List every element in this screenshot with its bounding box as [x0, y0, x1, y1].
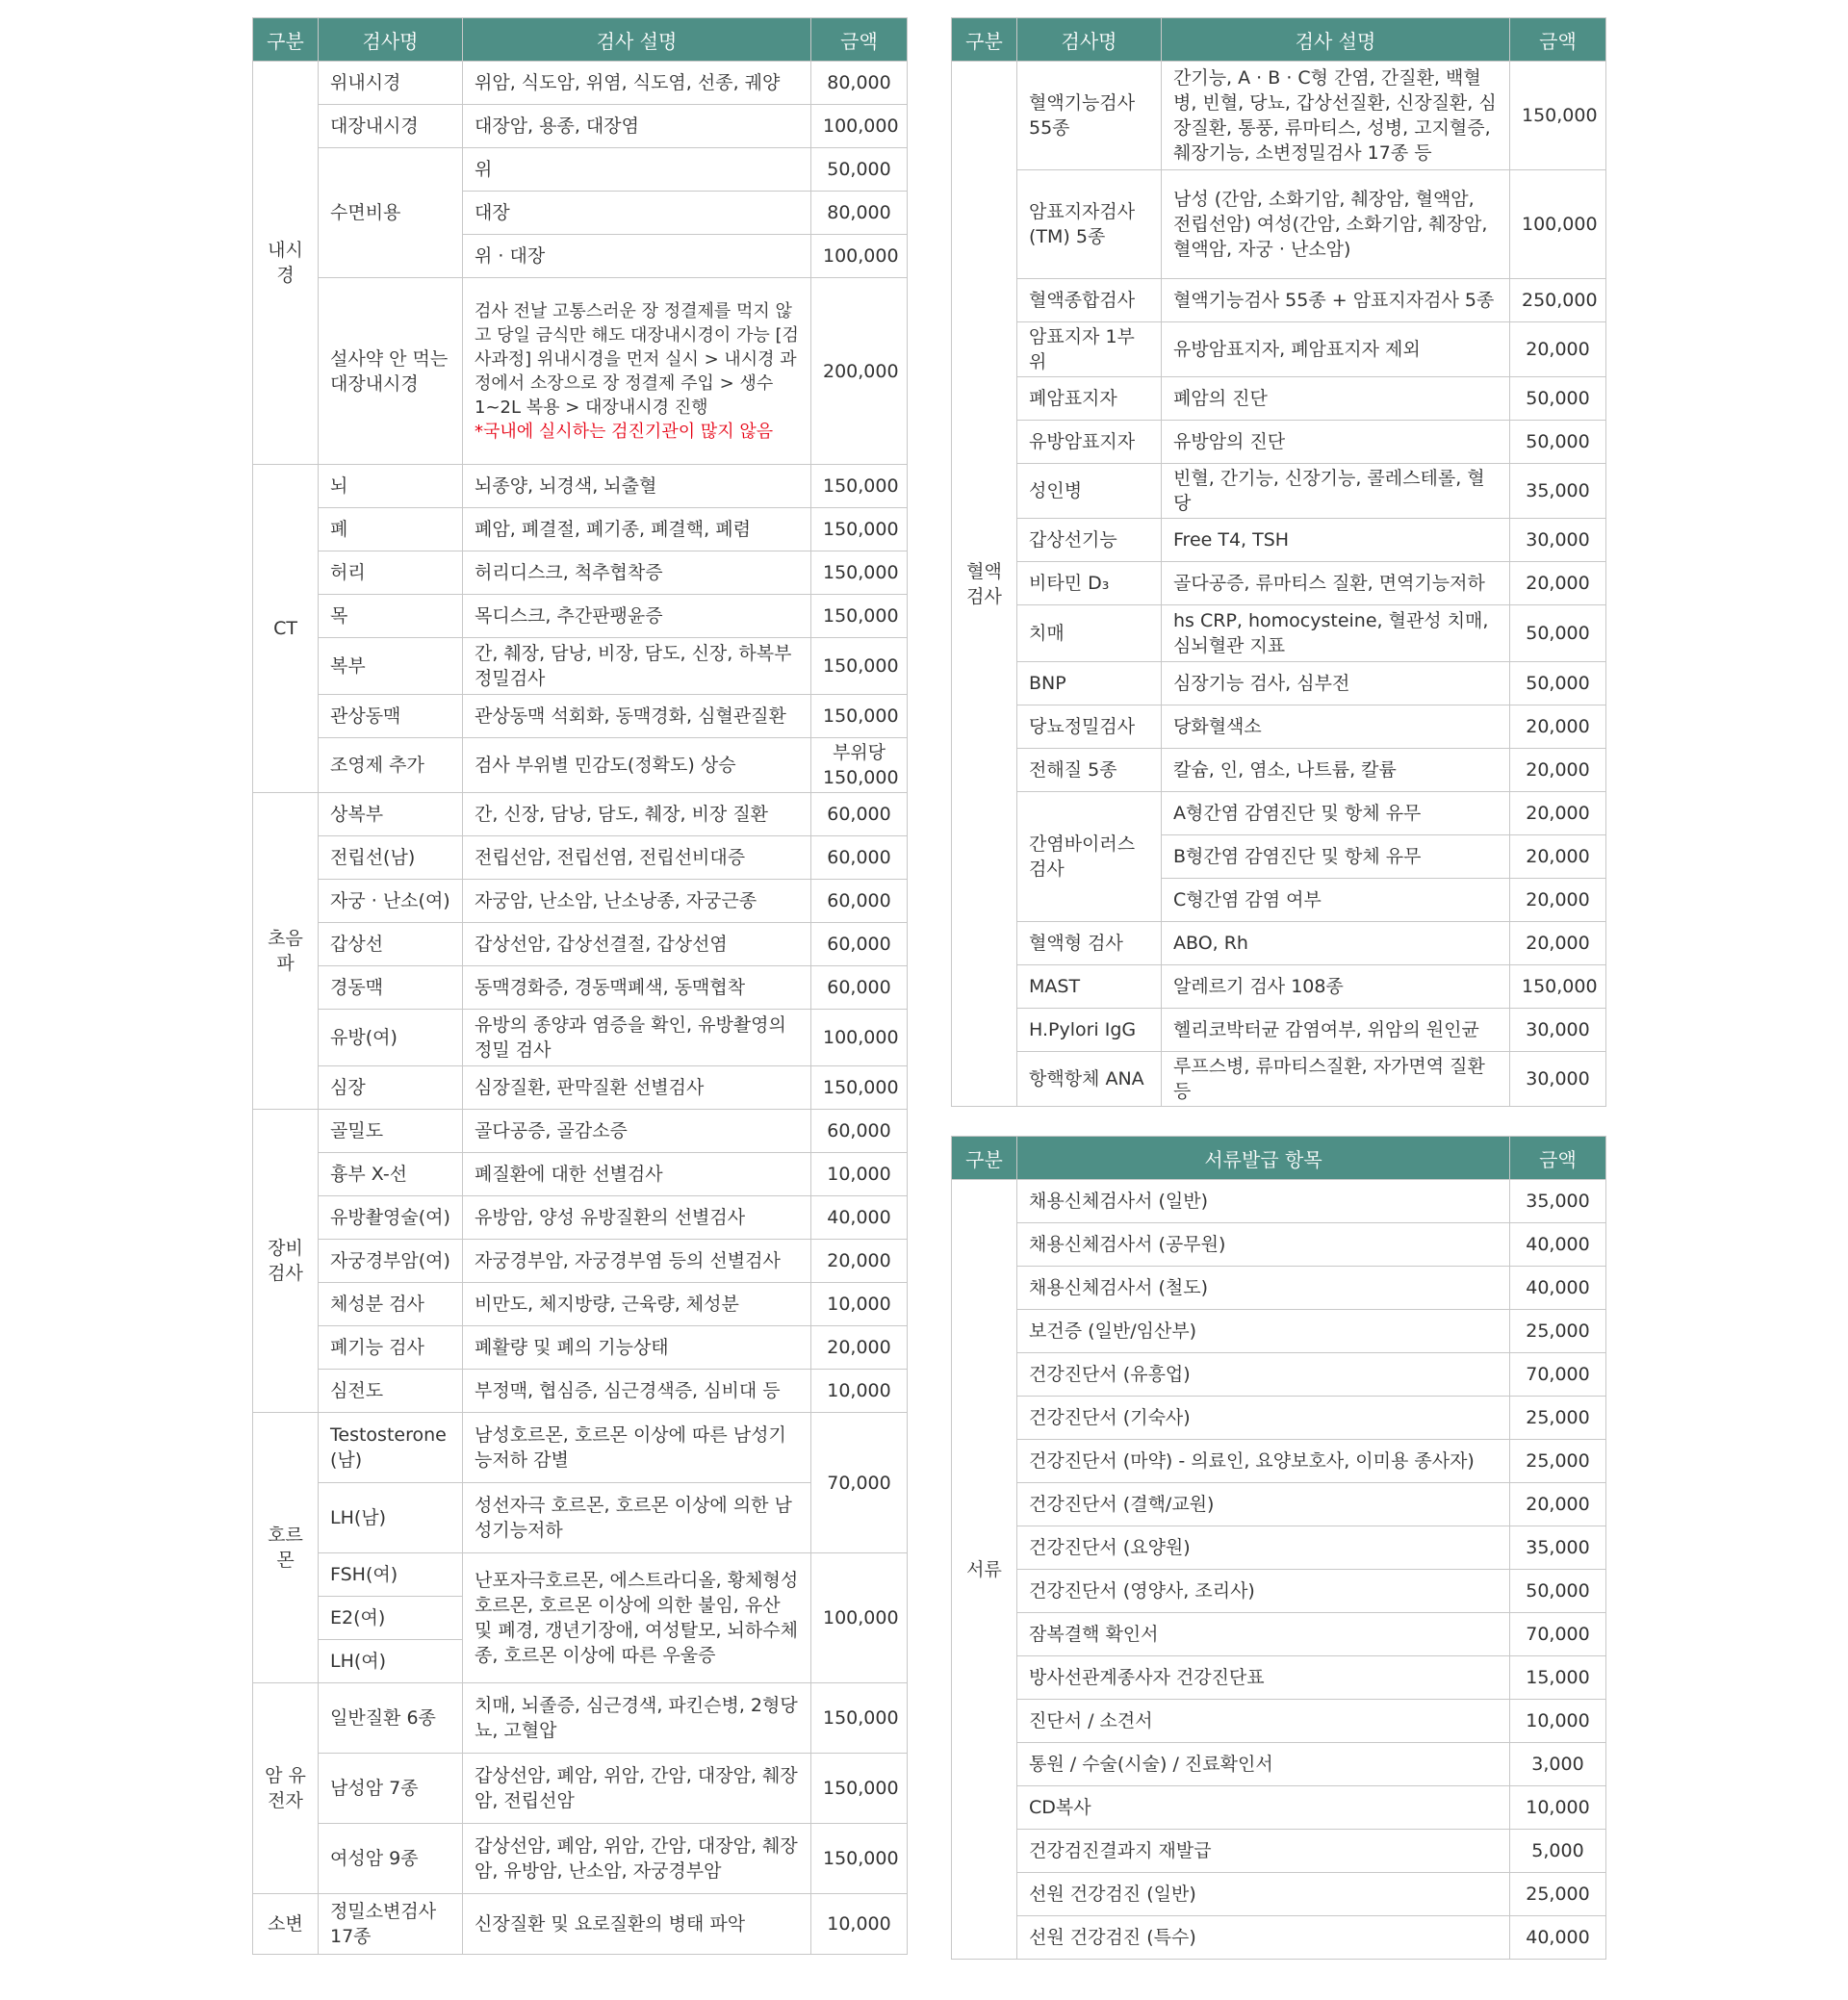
table-row: [952, 1873, 1606, 1916]
table-row: [952, 377, 1606, 421]
table-row: [253, 836, 908, 880]
exam-note: *국내에 실시하는 검진기관이 많지 않음: [475, 421, 774, 442]
exam-desc: 뇌종양, 뇌경색, 뇌출혈: [463, 465, 811, 508]
exam-name: LH(남): [319, 1483, 463, 1553]
exam-desc: 난포자극호르몬, 에스트라디올, 황체형성호르몬, 호르몬 이상에 의한 불임, 유산 및 폐경, 갱년기장애, 여성탈모, 뇌하수체종, 호르몬 이상에 따른 우울증: [463, 1553, 811, 1683]
exam-price: 50,000: [1510, 605, 1606, 662]
table-row: [952, 1397, 1606, 1440]
document-name: 건강진단서 (마약) - 의료인, 요양보호사, 이미용 종사자): [1017, 1440, 1510, 1483]
exam-name: 경동맥: [319, 966, 463, 1010]
table-row: [952, 1353, 1606, 1397]
header-exam-name: 검사명: [319, 18, 463, 62]
table-row: [952, 464, 1606, 519]
exam-desc: 골다공증, 류마티스 질환, 면역기능저하: [1162, 562, 1510, 605]
exam-desc: C형간염 감염 여부: [1162, 879, 1510, 922]
exam-price: 35,000: [1510, 464, 1606, 519]
table-row: [253, 1894, 908, 1955]
table-row: [952, 1656, 1606, 1700]
exam-name: 흉부 X-선: [319, 1153, 463, 1196]
table-row: [253, 1754, 908, 1824]
category-cancer-gene: 암 유전자: [253, 1683, 319, 1894]
exam-desc: 허리디스크, 척추협착증: [463, 551, 811, 595]
table-row: [253, 1240, 908, 1283]
exam-desc: 혈액기능검사 55종 + 암표지자검사 5종: [1162, 279, 1510, 322]
exam-name: 대장내시경: [319, 105, 463, 148]
exam-price: 200,000: [811, 278, 908, 465]
document-price: 50,000: [1510, 1570, 1606, 1613]
exam-name: 심전도: [319, 1370, 463, 1413]
exam-desc: ABO, Rh: [1162, 922, 1510, 965]
table-row: [952, 1052, 1606, 1107]
exam-desc: 폐질환에 대한 선별검사: [463, 1153, 811, 1196]
table-row: [253, 148, 908, 192]
document-price: 5,000: [1510, 1830, 1606, 1873]
exam-desc: 위암, 식도암, 위염, 식도염, 선종, 궤양: [463, 62, 811, 105]
category-ultrasound: 초음파: [253, 793, 319, 1110]
table-row: [253, 1066, 908, 1110]
document-name: 통원 / 수술(시술) / 진료확인서: [1017, 1743, 1510, 1786]
exam-desc: 치매, 뇌졸증, 심근경색, 파킨슨병, 2형당뇨, 고혈압: [463, 1683, 811, 1754]
exam-desc: 부정맥, 협심증, 심근경색증, 심비대 등: [463, 1370, 811, 1413]
exam-price: 20,000: [1510, 322, 1606, 377]
document-name: 선원 건강검진 (특수): [1017, 1916, 1510, 1960]
exam-price: 100,000: [811, 105, 908, 148]
exam-price: 20,000: [1510, 792, 1606, 835]
exam-name: 당뇨정밀검사: [1017, 705, 1162, 749]
document-price: 40,000: [1510, 1916, 1606, 1960]
exam-desc: 골다공증, 골감소증: [463, 1110, 811, 1153]
table-row: [253, 1370, 908, 1413]
document-name: 건강진단서 (기숙사): [1017, 1397, 1510, 1440]
table-row: [253, 1553, 908, 1597]
exam-desc: 동맥경화증, 경동맥폐색, 동맥협착: [463, 966, 811, 1010]
exam-desc: 폐암의 진단: [1162, 377, 1510, 421]
exam-name: 허리: [319, 551, 463, 595]
document-price: 25,000: [1510, 1440, 1606, 1483]
exam-name: 심장: [319, 1066, 463, 1110]
exam-name: 복부: [319, 638, 463, 695]
document-name: 채용신체검사서 (일반): [1017, 1180, 1510, 1223]
exam-name: 목: [319, 595, 463, 638]
header-document-item: 서류발급 항목: [1017, 1137, 1510, 1180]
exam-price: 150,000: [811, 551, 908, 595]
table-row: [952, 279, 1606, 322]
document-price: 15,000: [1510, 1656, 1606, 1700]
exam-price: 30,000: [1510, 1052, 1606, 1107]
exam-name: 혈액형 검사: [1017, 922, 1162, 965]
exam-desc: hs CRP, homocysteine, 혈관성 치매, 심뇌혈관 지표: [1162, 605, 1510, 662]
table-row: [952, 1310, 1606, 1353]
category-endoscopy: 내시경: [253, 62, 319, 465]
exam-name: 혈액종합검사: [1017, 279, 1162, 322]
table-row: [952, 922, 1606, 965]
exam-price: 150,000: [811, 1066, 908, 1110]
exam-desc: 자궁암, 난소암, 난소낭종, 자궁근종: [463, 880, 811, 923]
exam-desc: 헬리코박터균 감염여부, 위암의 원인균: [1162, 1009, 1510, 1052]
exam-desc: 갑상선암, 폐암, 위암, 간암, 대장암, 췌장암, 전립선암: [463, 1754, 811, 1824]
exam-desc: 위: [463, 148, 811, 192]
exam-desc: 칼슘, 인, 염소, 나트륨, 칼륨: [1162, 749, 1510, 792]
document-name: 채용신체검사서 (공무원): [1017, 1223, 1510, 1267]
exam-desc: 폐활량 및 폐의 기능상태: [463, 1326, 811, 1370]
exam-price: 50,000: [811, 148, 908, 192]
exam-name: MAST: [1017, 965, 1162, 1009]
document-name: 건강검진결과지 재발급: [1017, 1830, 1510, 1873]
table-row: [952, 662, 1606, 705]
header-description: 검사 설명: [1162, 18, 1510, 62]
document-name: 건강진단서 (요양원): [1017, 1526, 1510, 1570]
exam-name: 폐암표지자: [1017, 377, 1162, 421]
table-row: [952, 1180, 1606, 1223]
exam-price: 20,000: [811, 1326, 908, 1370]
exam-name: 설사약 안 먹는 대장내시경: [319, 278, 463, 465]
exam-desc: 유방의 종양과 염증을 확인, 유방촬영의 정밀 검사: [463, 1010, 811, 1066]
exam-price: 150,000: [811, 695, 908, 738]
exam-price: 30,000: [1510, 519, 1606, 562]
exam-name: 골밀도: [319, 1110, 463, 1153]
table-row: [253, 923, 908, 966]
exam-desc: 간, 췌장, 담낭, 비장, 담도, 신장, 하복부 정밀검사: [463, 638, 811, 695]
exam-desc: 대장: [463, 192, 811, 235]
exam-name: 뇌: [319, 465, 463, 508]
exam-desc: 간기능, A · B · C형 간염, 간질환, 백혈병, 빈혈, 당뇨, 갑상선질환, 신장질환, 심장질환, 통풍, 류마티스, 성병, 고지혈증, 췌장기능, 소변정밀검사 17종 등: [1162, 62, 1510, 170]
table-row: [952, 1916, 1606, 1960]
header-description: 검사 설명: [463, 18, 811, 62]
table-row: [253, 1683, 908, 1754]
exam-name: 체성분 검사: [319, 1283, 463, 1326]
header-price: 금액: [811, 18, 908, 62]
table-row: [952, 1613, 1606, 1656]
table-row: [952, 1440, 1606, 1483]
exam-desc: 당화혈색소: [1162, 705, 1510, 749]
table-row: [253, 595, 908, 638]
exam-desc-text: 검사 전날 고통스러운 장 정결제를 먹지 않고 당일 금식만 해도 대장내시경이 가능 [검사과정] 위내시경을 먼저 실시 > 내시경 과정에서 소장으로 장 정결제 주입 > 생수 1~2L 복용 > 대장내시경 진행: [475, 300, 799, 418]
exam-desc: 신장질환 및 요로질환의 병태 파악: [463, 1894, 811, 1955]
category-urine: 소변: [253, 1894, 319, 1955]
exam-name: 폐: [319, 508, 463, 551]
table-row: [952, 170, 1606, 279]
exam-name: 남성암 7종: [319, 1754, 463, 1824]
exam-desc: 대장암, 용종, 대장염: [463, 105, 811, 148]
document-name: 진단서 / 소견서: [1017, 1700, 1510, 1743]
table-row: [253, 966, 908, 1010]
table-row: [253, 105, 908, 148]
table-row: [952, 1830, 1606, 1873]
category-documents: 서류: [952, 1180, 1017, 1960]
document-price: 25,000: [1510, 1397, 1606, 1440]
exam-price: 60,000: [811, 966, 908, 1010]
table-row: [253, 278, 908, 465]
table-row: [952, 605, 1606, 662]
table-row: [253, 1483, 908, 1553]
price-value: 150,000: [823, 767, 899, 788]
table-row: [952, 1700, 1606, 1743]
exam-name: BNP: [1017, 662, 1162, 705]
table-row: [253, 793, 908, 836]
table-row: [253, 1196, 908, 1240]
table-header-row: [253, 18, 908, 62]
header-category: 구분: [253, 18, 319, 62]
document-name: 채용신체검사서 (철도): [1017, 1267, 1510, 1310]
document-fee-table: [951, 1136, 1606, 1960]
exam-desc: 관상동맥 석회화, 동맥경화, 심혈관질환: [463, 695, 811, 738]
exam-desc: 목디스크, 추간판팽윤증: [463, 595, 811, 638]
table-row: [253, 1413, 908, 1483]
exam-name: 갑상선: [319, 923, 463, 966]
exam-price: 150,000: [1510, 965, 1606, 1009]
table-row: [952, 1526, 1606, 1570]
exam-name: 수면비용: [319, 148, 463, 278]
exam-name: 여성암 9종: [319, 1824, 463, 1894]
exam-desc: 전립선암, 전립선염, 전립선비대증: [463, 836, 811, 880]
exam-price: 30,000: [1510, 1009, 1606, 1052]
exam-price: 80,000: [811, 62, 908, 105]
exam-desc: 성선자극 호르몬, 호르몬 이상에 의한 남성기능저하: [463, 1483, 811, 1553]
exam-name: 암표지자 1부위: [1017, 322, 1162, 377]
table-header-row: [952, 18, 1606, 62]
exam-desc: Free T4, TSH: [1162, 519, 1510, 562]
exam-price: 40,000: [811, 1196, 908, 1240]
document-price: 25,000: [1510, 1310, 1606, 1353]
exam-price: 20,000: [1510, 749, 1606, 792]
exam-name: LH(여): [319, 1640, 463, 1683]
exam-name: 치매: [1017, 605, 1162, 662]
exam-price: 20,000: [1510, 835, 1606, 879]
table-row: [952, 1009, 1606, 1052]
category-ct: CT: [253, 465, 319, 793]
header-price: 금액: [1510, 1137, 1606, 1180]
exam-price: 50,000: [1510, 662, 1606, 705]
table-row: [253, 1326, 908, 1370]
exam-name: 자궁경부암(여): [319, 1240, 463, 1283]
exam-price: 50,000: [1510, 421, 1606, 464]
table-row: [952, 62, 1606, 170]
exam-price: 250,000: [1510, 279, 1606, 322]
exam-price: 20,000: [1510, 879, 1606, 922]
exam-price: 80,000: [811, 192, 908, 235]
exam-price: 60,000: [811, 793, 908, 836]
table-row: [253, 1153, 908, 1196]
exam-price: 150,000: [811, 1683, 908, 1754]
table-row: [253, 1824, 908, 1894]
exam-price: 150,000: [811, 1824, 908, 1894]
exam-price: 70,000: [811, 1413, 908, 1553]
exam-name: FSH(여): [319, 1553, 463, 1597]
exam-price: 150,000: [1510, 62, 1606, 170]
document-price: 10,000: [1510, 1786, 1606, 1830]
document-price: 70,000: [1510, 1613, 1606, 1656]
exam-name: 유방암표지자: [1017, 421, 1162, 464]
document-price: 25,000: [1510, 1873, 1606, 1916]
exam-price: 60,000: [811, 1110, 908, 1153]
header-category: 구분: [952, 1137, 1017, 1180]
exam-name: 성인병: [1017, 464, 1162, 519]
table-row: [952, 792, 1606, 835]
exam-price: 150,000: [811, 595, 908, 638]
header-category: 구분: [952, 18, 1017, 62]
document-price: 3,000: [1510, 1743, 1606, 1786]
exam-price: 10,000: [811, 1894, 908, 1955]
document-name: 방사선관계종사자 건강진단표: [1017, 1656, 1510, 1700]
table-row: [952, 749, 1606, 792]
exam-price: 100,000: [811, 235, 908, 278]
price-per-site: 부위당: [832, 742, 886, 763]
exam-desc: 빈혈, 간기능, 신장기능, 콜레스테롤, 혈당: [1162, 464, 1510, 519]
exam-desc: 비만도, 체지방량, 근육량, 체성분: [463, 1283, 811, 1326]
exam-price: 150,000: [811, 1754, 908, 1824]
table-row: [952, 322, 1606, 377]
exam-name: 유방촬영술(여): [319, 1196, 463, 1240]
table-row: [253, 1010, 908, 1066]
exam-name: 전립선(남): [319, 836, 463, 880]
document-price: 35,000: [1510, 1180, 1606, 1223]
document-name: 보건증 (일반/임산부): [1017, 1310, 1510, 1353]
exam-name: 위내시경: [319, 62, 463, 105]
exam-desc: 폐암, 폐결절, 폐기종, 폐결핵, 폐렴: [463, 508, 811, 551]
document-price: 40,000: [1510, 1223, 1606, 1267]
document-name: 건강진단서 (결핵/교원): [1017, 1483, 1510, 1526]
exam-price: 20,000: [1510, 705, 1606, 749]
exam-name: H.Pylori IgG: [1017, 1009, 1162, 1052]
exam-desc: 간, 신장, 담낭, 담도, 췌장, 비장 질환: [463, 793, 811, 836]
table-row: [253, 1110, 908, 1153]
exam-name: 갑상선기능: [1017, 519, 1162, 562]
exam-name: 전해질 5종: [1017, 749, 1162, 792]
exam-price: 60,000: [811, 880, 908, 923]
table-row: [952, 1483, 1606, 1526]
document-price: 70,000: [1510, 1353, 1606, 1397]
exam-name: 유방(여): [319, 1010, 463, 1066]
table-row: [952, 1223, 1606, 1267]
document-name: CD복사: [1017, 1786, 1510, 1830]
exam-name: 비타민 D₃: [1017, 562, 1162, 605]
exam-desc: 유방암, 양성 유방질환의 선별검사: [463, 1196, 811, 1240]
exam-desc: 남성 (간암, 소화기암, 췌장암, 혈액암, 전립선암) 여성(간암, 소화기암, 췌장암, 혈액암, 자궁 · 난소암): [1162, 170, 1510, 279]
table-row: [952, 965, 1606, 1009]
exam-price: 10,000: [811, 1370, 908, 1413]
exam-name: 관상동맥: [319, 695, 463, 738]
blood-test-table: [951, 17, 1606, 1107]
exam-name: 상복부: [319, 793, 463, 836]
exam-desc: 유방암의 진단: [1162, 421, 1510, 464]
exam-name: 조영제 추가: [319, 738, 463, 793]
exam-price: 10,000: [811, 1153, 908, 1196]
exam-desc: B형간염 감염진단 및 항체 유무: [1162, 835, 1510, 879]
exam-name: 정밀소변검사 17종: [319, 1894, 463, 1955]
document-name: 잠복결핵 확인서: [1017, 1613, 1510, 1656]
table-row: [952, 562, 1606, 605]
exam-desc: 갑상선암, 갑상선결절, 갑상선염: [463, 923, 811, 966]
table-row: [253, 738, 908, 793]
document-name: 건강진단서 (영양사, 조리사): [1017, 1570, 1510, 1613]
table-row: [253, 551, 908, 595]
exam-name: 폐기능 검사: [319, 1326, 463, 1370]
exam-name: 일반질환 6종: [319, 1683, 463, 1754]
category-hormone: 호르몬: [253, 1413, 319, 1683]
table-row: [253, 880, 908, 923]
document-name: 선원 건강검진 (일반): [1017, 1873, 1510, 1916]
exam-price: 20,000: [811, 1240, 908, 1283]
table-row: [253, 465, 908, 508]
exam-desc: 위 · 대장: [463, 235, 811, 278]
document-price: 10,000: [1510, 1700, 1606, 1743]
table-row: [952, 421, 1606, 464]
exam-name: 자궁 · 난소(여): [319, 880, 463, 923]
exam-name: 항핵항체 ANA: [1017, 1052, 1162, 1107]
exam-desc: A형간염 감염진단 및 항체 유무: [1162, 792, 1510, 835]
exam-price: 150,000: [811, 465, 908, 508]
exam-price: 20,000: [1510, 562, 1606, 605]
exam-desc: 갑상선암, 폐암, 위암, 간암, 대장암, 췌장암, 유방암, 난소암, 자궁경부암: [463, 1824, 811, 1894]
exam-price-table: [252, 17, 908, 1955]
exam-price: 100,000: [811, 1010, 908, 1066]
table-row: [952, 1267, 1606, 1310]
document-price: 40,000: [1510, 1267, 1606, 1310]
exam-desc: 남성호르몬, 호르몬 이상에 따른 남성기능저하 감별: [463, 1413, 811, 1483]
exam-desc: [463, 278, 811, 465]
exam-name: Testosterone (남): [319, 1413, 463, 1483]
exam-desc: 심장기능 검사, 심부전: [1162, 662, 1510, 705]
category-blood: 혈액 검사: [952, 62, 1017, 1107]
table-row: [253, 62, 908, 105]
exam-price: 150,000: [811, 508, 908, 551]
exam-price: 50,000: [1510, 377, 1606, 421]
header-exam-name: 검사명: [1017, 18, 1162, 62]
exam-price: 60,000: [811, 923, 908, 966]
exam-name: 혈액기능검사 55종: [1017, 62, 1162, 170]
exam-desc: 검사 부위별 민감도(정확도) 상승: [463, 738, 811, 793]
exam-name: 암표지자검사 (TM) 5종: [1017, 170, 1162, 279]
exam-name: E2(여): [319, 1597, 463, 1640]
exam-desc: 자궁경부암, 자궁경부염 등의 선별검사: [463, 1240, 811, 1283]
exam-price: 100,000: [811, 1553, 908, 1683]
exam-name: 간염바이러스 검사: [1017, 792, 1162, 922]
exam-desc: 유방암표지자, 폐암표지자 제외: [1162, 322, 1510, 377]
exam-price: 10,000: [811, 1283, 908, 1326]
table-row: [952, 1786, 1606, 1830]
table-row: [253, 1283, 908, 1326]
header-price: 금액: [1510, 18, 1606, 62]
exam-desc: 루프스병, 류마티스질환, 자가면역 질환 등: [1162, 1052, 1510, 1107]
table-row: [253, 638, 908, 695]
table-row: [253, 695, 908, 738]
document-price: 20,000: [1510, 1483, 1606, 1526]
table-header-row: [952, 1137, 1606, 1180]
exam-price: 100,000: [1510, 170, 1606, 279]
exam-desc: 심장질환, 판막질환 선별검사: [463, 1066, 811, 1110]
table-row: [253, 508, 908, 551]
exam-desc: 알레르기 검사 108종: [1162, 965, 1510, 1009]
table-row: [952, 1743, 1606, 1786]
document-price: 35,000: [1510, 1526, 1606, 1570]
table-row: [952, 705, 1606, 749]
category-equipment: 장비 검사: [253, 1110, 319, 1413]
exam-price: [811, 738, 908, 793]
exam-price: 150,000: [811, 638, 908, 695]
table-row: [952, 519, 1606, 562]
document-name: 건강진단서 (유흥업): [1017, 1353, 1510, 1397]
table-row: [952, 1570, 1606, 1613]
exam-price: 60,000: [811, 836, 908, 880]
exam-price: 20,000: [1510, 922, 1606, 965]
